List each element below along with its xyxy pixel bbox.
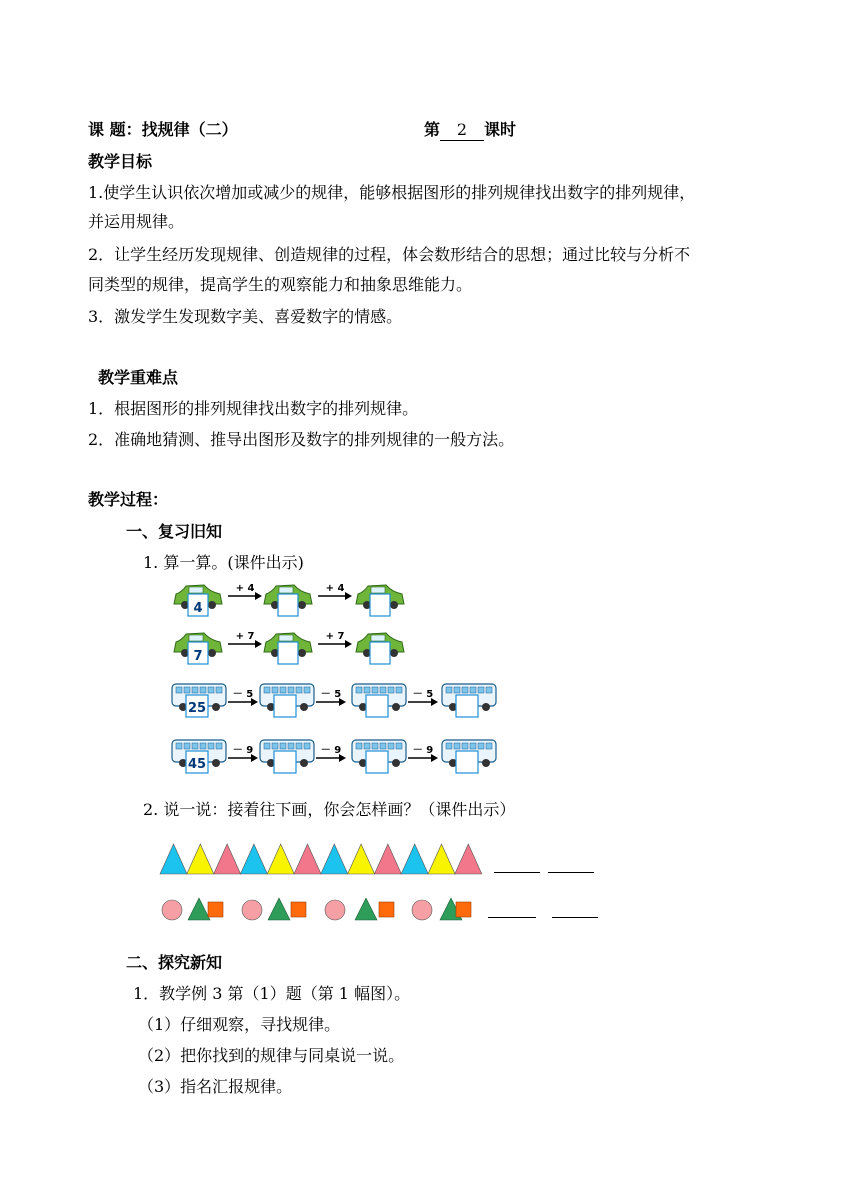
arrow-head-icon [345, 640, 352, 648]
objective-line-4: 同类型的规律，提高学生的观察能力和抽象思维能力。 [88, 275, 473, 294]
number-box [370, 642, 390, 664]
bus-window-icon [184, 743, 190, 749]
bus-window-icon [176, 743, 182, 749]
lesson-title [88, 120, 238, 140]
sub-item-1: （1）仔细观察，寻找规律。 [138, 1015, 341, 1034]
bus-window-icon [176, 687, 182, 693]
bus-window-icon [356, 743, 362, 749]
triangle-shape [355, 898, 377, 920]
number-box [366, 751, 388, 773]
bus-wheel-icon [482, 703, 490, 711]
bus-window-icon [364, 743, 370, 749]
car-wheel-icon [208, 649, 216, 657]
triangle-shape [294, 844, 321, 874]
answer-blank-1 [494, 872, 540, 873]
bus-window-icon [200, 743, 206, 749]
vehicle-row [172, 684, 496, 717]
bus-window-icon [296, 687, 302, 693]
bus-window-icon [272, 687, 278, 693]
bus-window-icon [446, 687, 452, 693]
lesson-suffix: 课时 [484, 120, 517, 139]
bus-window-icon [264, 743, 270, 749]
car-wheel-icon [208, 601, 216, 609]
square-shape [379, 902, 394, 917]
number-box-value: 4 [193, 601, 203, 616]
circle-shape [242, 900, 262, 920]
vehicle-row [174, 631, 404, 664]
triangle-shape [160, 844, 187, 874]
bus-window-icon [264, 687, 270, 693]
objective-line-3: 2．让学生经历发现规律、创造规律的过程，体会数形结合的思想；通过比较与分析不 [88, 245, 691, 264]
circle-shape [325, 900, 345, 920]
bus-window-icon [372, 743, 378, 749]
bus-window-icon [388, 687, 394, 693]
bus-window-icon [364, 687, 370, 693]
number-box-value: 25 [187, 701, 207, 716]
bus-window-icon [288, 687, 294, 693]
lesson-title-label: 课 题：找规律（二） [88, 120, 238, 139]
triangle-shape [268, 898, 290, 920]
number-box [456, 751, 478, 773]
arrow-head-icon [345, 592, 352, 600]
vehicle-sequence-figure [170, 580, 500, 776]
item-example: 1．教学例 3 第（1）题（第 1 幅图）。 [133, 984, 411, 1003]
operation-label: － 9 [412, 745, 434, 756]
triangle-shape [267, 844, 294, 874]
process-heading: 教学过程： [88, 490, 169, 509]
item-calculate: 1. 算一算。(课件出示) [143, 553, 304, 572]
operation-label: + 7 [235, 631, 255, 642]
bus-window-icon [478, 743, 484, 749]
bus-window-icon [380, 687, 386, 693]
bus-wheel-icon [392, 759, 400, 767]
square-shape [456, 902, 471, 917]
shape-pattern-figure [150, 838, 610, 928]
bus-wheel-icon [300, 759, 308, 767]
triangle-shape [428, 844, 455, 874]
bus-window-icon [396, 743, 402, 749]
operation-label: － 9 [320, 745, 342, 756]
operation-label: + 4 [235, 583, 255, 594]
bus-window-icon [216, 687, 222, 693]
number-box [456, 695, 478, 717]
car-wheel-icon [298, 601, 306, 609]
operation-label: － 9 [232, 745, 254, 756]
bus-window-icon [446, 743, 452, 749]
bus-window-icon [304, 743, 310, 749]
bus-window-icon [388, 743, 394, 749]
square-shape [208, 902, 223, 917]
number-box-value: 7 [193, 649, 203, 664]
number-box [278, 594, 298, 616]
triangle-shape [188, 898, 210, 920]
bus-window-icon [200, 687, 206, 693]
vehicle-row [172, 740, 496, 773]
number-box [366, 695, 388, 717]
arrow-head-icon [255, 640, 262, 648]
number-box-value: 45 [187, 757, 207, 772]
square-shape [291, 902, 306, 917]
bus-window-icon [304, 687, 310, 693]
bus-window-icon [372, 687, 378, 693]
bus-window-icon [470, 687, 476, 693]
number-box [370, 594, 390, 616]
triangle-shape [240, 844, 267, 874]
triangle-shape [455, 844, 482, 874]
bus-window-icon [192, 743, 198, 749]
bus-window-icon [454, 687, 460, 693]
objective-line-5: 3．激发学生发现数字美、喜爱数字的情感。 [88, 307, 403, 326]
item-describe: 2. 说一说：接着往下画，你会怎样画？（课件出示） [143, 800, 516, 819]
key-point-line-2: 2．准确地猜测、推导出图形及数字的排列规律的一般方法。 [88, 430, 515, 449]
triangle-shape [374, 844, 401, 874]
bus-window-icon [288, 743, 294, 749]
bus-window-icon [192, 687, 198, 693]
answer-blank-4 [552, 917, 598, 918]
operation-label: + 7 [325, 631, 345, 642]
section-review-heading: 一、复习旧知 [126, 522, 223, 541]
bus-window-icon [184, 687, 190, 693]
number-box [274, 695, 296, 717]
triangle-shape [321, 844, 348, 874]
car-window-icon [279, 587, 293, 593]
lesson-number [424, 120, 516, 141]
bus-wheel-icon [212, 703, 220, 711]
sub-item-3: （3）指名汇报规律。 [138, 1077, 293, 1096]
bus-window-icon [486, 743, 492, 749]
car-window-icon [189, 587, 203, 593]
bus-window-icon [462, 743, 468, 749]
triangle-shape [214, 844, 241, 874]
circle-shape [162, 900, 182, 920]
sub-item-2: （2）把你找到的规律与同桌说一说。 [138, 1046, 405, 1065]
car-wheel-icon [298, 649, 306, 657]
bus-wheel-icon [300, 703, 308, 711]
triangle-shape [401, 844, 428, 874]
objective-line-1: 1.使学生认识依次增加或减少的规律，能够根据图形的排列规律找出数字的排列规律， [88, 183, 696, 202]
bus-window-icon [280, 687, 286, 693]
bus-window-icon [296, 743, 302, 749]
objective-line-2: 并运用规律。 [88, 212, 185, 231]
section-explore-heading: 二、探究新知 [126, 953, 223, 972]
bus-wheel-icon [482, 759, 490, 767]
bus-window-icon [486, 687, 492, 693]
bus-window-icon [454, 743, 460, 749]
objectives-heading: 教学目标 [88, 152, 153, 171]
bus-window-icon [462, 687, 468, 693]
bus-window-icon [208, 687, 214, 693]
bus-window-icon [380, 743, 386, 749]
bus-window-icon [280, 743, 286, 749]
car-wheel-icon [390, 649, 398, 657]
key-point-line-1: 1．根据图形的排列规律找出数字的排列规律。 [88, 399, 419, 418]
answer-blank-2 [548, 872, 594, 873]
lesson-number-value: 2 [440, 120, 484, 141]
number-box [274, 751, 296, 773]
car-window-icon [371, 635, 385, 641]
bus-window-icon [356, 687, 362, 693]
operation-label: － 5 [320, 689, 342, 700]
bus-window-icon [208, 743, 214, 749]
car-wheel-icon [390, 601, 398, 609]
car-window-icon [189, 635, 203, 641]
bus-window-icon [216, 743, 222, 749]
triangle-shape [187, 844, 214, 874]
key-points-heading: 教学重难点 [98, 368, 179, 387]
bus-wheel-icon [212, 759, 220, 767]
operation-label: + 4 [325, 583, 345, 594]
answer-blank-3 [488, 917, 536, 918]
bus-window-icon [272, 743, 278, 749]
vehicle-row [174, 583, 404, 616]
triangle-shape [348, 844, 375, 874]
bus-wheel-icon [392, 703, 400, 711]
arrow-head-icon [255, 592, 262, 600]
operation-label: － 5 [412, 689, 434, 700]
car-window-icon [279, 635, 293, 641]
bus-window-icon [470, 743, 476, 749]
number-box [278, 642, 298, 664]
bus-window-icon [396, 687, 402, 693]
circle-shape [412, 900, 432, 920]
operation-label: － 5 [232, 689, 254, 700]
car-window-icon [371, 587, 385, 593]
bus-window-icon [478, 687, 484, 693]
lesson-prefix: 第 [424, 120, 441, 139]
